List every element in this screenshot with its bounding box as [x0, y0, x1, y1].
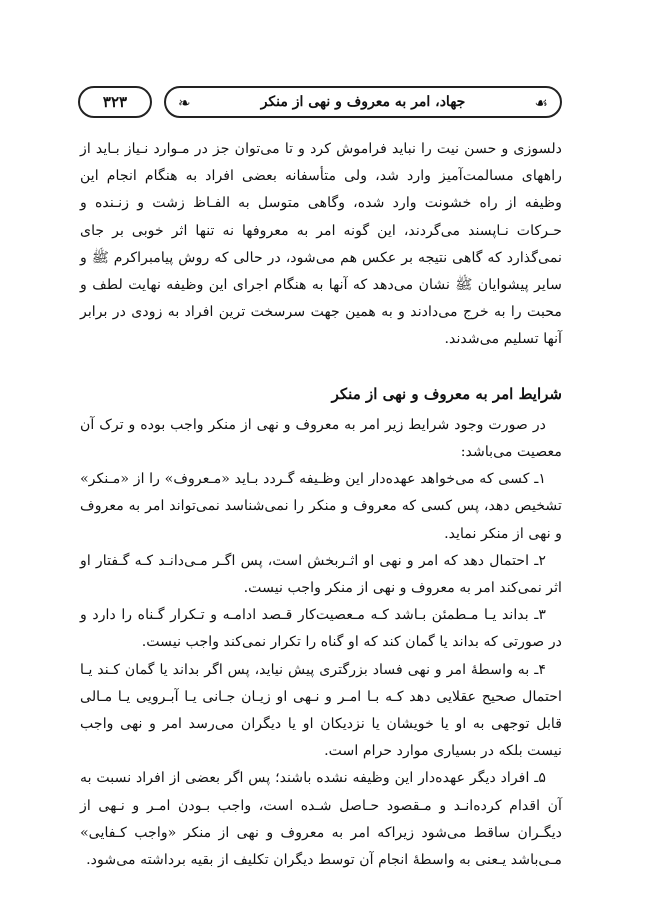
condition-5: ۵ـ افراد دیگر عهده‌دار این وظیفه نشده باشند؛ پس اگر بعضی از افراد نسبت به آن اقدام کرده‌انـد و مـقصود حـاصل شـده است، واجب بـودن امـر و نـهی از دیگـران ساقط می‌شود زیراکه امر به معروف و نهی از منکر «واجب کـفایی» مـی‌باشد یـعنی به واسطهٔ انجام آن توسط دیگران تکلیف از بقیه برداشته می‌شود. — [80, 770, 562, 869]
page-number: ۳۲۳ — [78, 86, 152, 118]
page-header — [78, 86, 562, 120]
condition-4: ۴ـ به واسطهٔ امر و نهی فساد بزرگتری پیش نیاید، پس اگر بداند یا گمان کـند یـا احتمال صحیح عقلایی دهد کـه بـا امـر و نـهی او زیـان جـانی یـا آبـرویی یـا مـالی قابل توجهی به او یا خویشان یا نزدیکان او یا دیگران می‌رسد امر و نهی واجب نیست بلکه در بسیاری موارد حرام است. — [80, 661, 562, 760]
ornament-left-icon: ❧ — [178, 94, 191, 112]
page-body — [80, 136, 562, 874]
condition-2: ۲ـ احتمال دهد که امر و نهی او اثـربخش است، پس اگـر مـی‌دانـد کـه گـفتار او اثر نمی‌کند امر به معروف و نهی از منکر واجب نیست. — [80, 552, 562, 597]
running-title-frame — [164, 86, 562, 118]
section-heading: شرایط امر به معروف و نهی از منکر — [331, 384, 562, 403]
condition-1: ۱ـ کسی که می‌خواهد عهده‌دار این وظـیفه گـردد بـاید «مـعروف» را از «مـنکر» تشخیص دهد، پس کسی که معروف و منکر را نمی‌شناسد نمی‌تواند امر به معروف و نهی از منکر نماید. — [80, 471, 562, 542]
paragraph-intro: دلسوزی و حسن نیت را نباید فراموش کرد و تا می‌توان جز در مـوارد نـیاز بـاید از راههای مسالمت‌آمیز وارد شد، ولی متأسفانه بعضی افراد به هنگام انجام این وظیفه از راه خشونت وارد شده، وگاهی متوسل به الفـاظ زشت و زنـنده و حـرکات نـاپسند می‌گردند، این گونه امر به معروفها نه تنها اثر خوبی بر جای نمی‌گذارد که گاهی نتیجه بر عکس هم می‌شود، در حالی که روش پیامبراکرم ﷺ و سایر پیشوایان ﷺ نشان می‌دهد که آنها به هنگام اجرای این وظیفه نهایت لطف و محبت را به خرج می‌دادند و به همین جهت سرسخت ترین افراد به زودی در برابر آنها تسلیم می‌شدند. — [80, 141, 562, 348]
paragraph-conditions-intro: در صورت وجود شرایط زیر امر به معروف و نهی از منکر واجب بوده و ترک آن معصیت می‌باشد: — [80, 416, 562, 461]
running-title: جهاد، امر به معروف و نهی از منکر — [260, 94, 466, 110]
condition-3: ۳ـ بداند یـا مـطمئن بـاشد کـه مـعصیت‌کار قـصد ادامـه و تـکرار گـناه را دارد و در صورتی که بداند یا گمان کند که او گناه را تکرار نمی‌کند واجب نیست. — [80, 607, 562, 651]
ornament-right-icon: ☙ — [534, 94, 548, 112]
